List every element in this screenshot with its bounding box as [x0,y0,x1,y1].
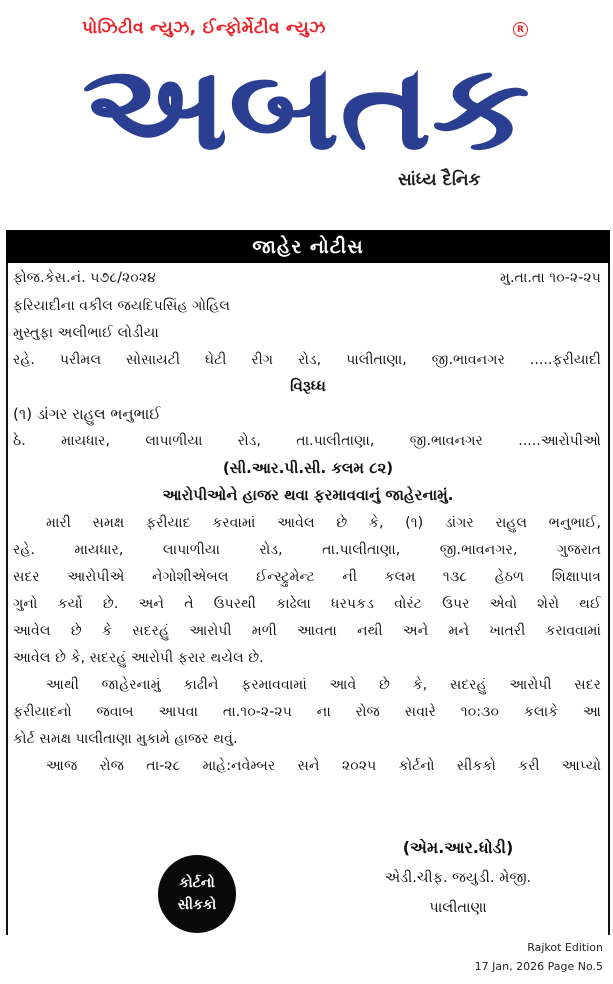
signatory-name: (એમ.આર.ધોડી) [402,838,514,857]
notice-subject: આરોપીઓને હાજર થવા ફરમાવવાનું જાહેરનામું. [162,486,454,504]
accused-name: (૧) ડાંગર રાહુલ ભનુભાઈ [13,405,161,423]
accused-address: ઠે. માયધાર, લાપાળીયા રોડ, તા.પાલીતાણા, જી.ભાવનગર .....આરોપીઓ [13,433,601,449]
body-line: આથી જાહેરનામું કાઢીને ફરમાવવામાં આવે છે કે, સદરહું આરોપી સદર [46,677,601,693]
body-line: ફરીયાદનો જવાબ આપવા તા.૧૦-૨-૨૫ ના રોજ સવારે ૧૦:૩૦ કલાકે આ [13,704,601,720]
abtak-logo [80,44,532,160]
body-line: આજ રોજ તા-૨૮ માહે:નવેમ્બર સને ૨૦૨૫ કોર્ટનો સીકકો કરી આપ્યો [46,758,601,774]
body-line: મારી સમક્ષ ફરીયાદ કરવામાં આવેલ છે કે, (૧) ડાંગર રાહુલ ભનુભાઈ, [46,515,601,531]
versus-label: વિરૂધ્ધ [290,377,326,395]
case-number: ફોજ.કેસ.નં. ૫૭૮/૨૦૨૪ [13,270,156,286]
body-line: કોર્ટ સમક્ષ પાલીતાણા મુકામે હાજર થવું. [13,731,238,747]
date-page-label: 17 Jan, 2026 Page No.5 [474,960,603,973]
masthead-tagline: પોઝિટીવ ન્યુઝ, ઈન્ફોર્મેટીવ ન્યુઝ [82,18,326,38]
body-line: સદર આરોપીએ નેગોશીએબલ ઈન્સ્ટ્રુમેન્ટ ની કલમ ૧૩૮ હેઠળ શિક્ષાપાત્ર [13,569,601,585]
notice-heading: જાહેર નોટીસ [6,230,610,263]
complainant-address: રહે. પરીમલ સોસાયટી ઘેટી રીગ રોડ, પાલીતાણા, જી.ભાવનગર .....ફરીયાદી [13,352,601,368]
masthead-subtitle: સાંધ્ય દૈનિક [398,170,481,190]
seal-line-1: કોર્ટનો [179,875,215,891]
seal-line-2: સીકકો [177,897,217,913]
crpc-section: (સી.આર.પી.સી. કલમ ૮૨) [222,459,394,477]
logo-text: અબતક [82,44,530,160]
body-line: રહે. માયધાર, લાપાળીયા રોડ, તા.પાલીતાણા, જી.ભાવનગર, ગુજરાત [13,542,601,558]
complainant-name: મુસ્તુફા અલીભાઈ લોડીયા [13,325,159,341]
body-line: આવેલ છે કે, સદરહું આરોપી ફરાર થયેલ છે. [13,650,264,666]
signatory-designation: એડી.ચીફ. જયુડી. મેજી. [384,870,532,886]
advocate-line: ફરિયાદીના વકીલ જયદિપસિંહ ગોહિલ [13,298,231,314]
signatory-place: પાલીતાણા [429,900,487,916]
hearing-date: મુ.તા.તા ૧૦-૨-૨૫ [499,270,601,286]
registered-mark: R [513,22,528,37]
edition-label: Rajkot Edition [527,941,603,954]
body-line: ગુનો કર્યો છે. અને તે ઉપરથી કાઢેલા ધરપકડ વોરંટ ઉપર એવો શેરો થઈ [13,596,601,612]
court-seal [158,855,236,933]
body-line: આવેલ છે કે સદરહું આરોપી મળી આવતા નથી અને મને ખાતરી કરાવવામાં [13,623,601,639]
